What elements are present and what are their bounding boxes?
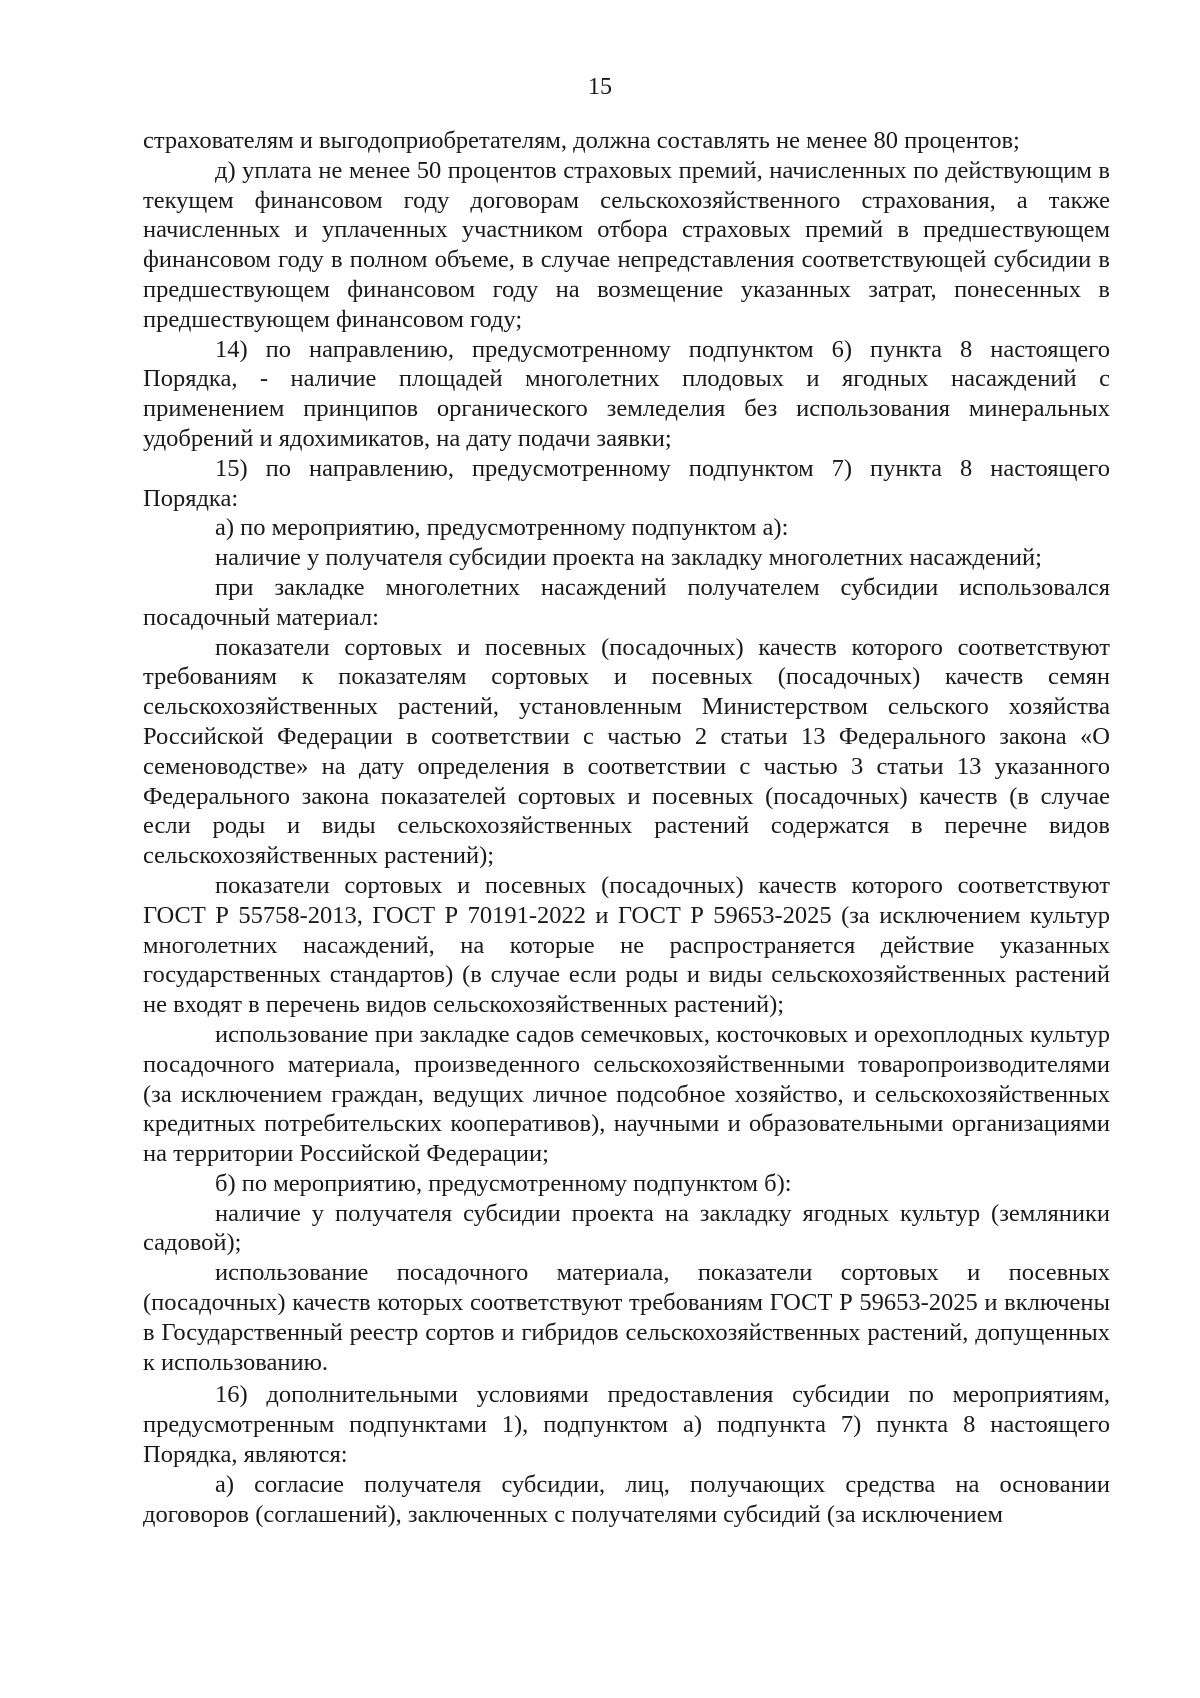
paragraph: использование при закладке садов семечковых, косточковых и орехоплодных культур посадочного материала, произведенного сельскохозяйственными товаропроизводителями (за исключением граждан, ведущих личное подсобное хозяйство, и сельскохозяйственных кредитных потребительских кооперативов), научными и образовательными организациями на территории Российской Федерации; — [143, 1020, 1110, 1168]
paragraph: использование посадочного материала, показатели сортовых и посевных (посадочных) качеств которых соответствуют требованиям ГОСТ Р 59653-2025 и включены в Государственный реестр сортов и гибридов сельскохозяйственных растений, допущенных к использованию. — [143, 1259, 1110, 1376]
paragraph: при закладке многолетних насаждений получателем субсидии использовался посадочный материал: — [143, 573, 1110, 631]
document-body — [143, 126, 1110, 1529]
paragraph: показатели сортовых и посевных (посадочных) качеств которого соответствуют ГОСТ Р 55758-2013, ГОСТ Р 70191-2022 и ГОСТ Р 59653-2025 (за исключением культур многолетних насаждений, на которые не распространяется действие указанных государственных стандартов) (в случае если роды и виды сельскохозяйственных растений не входят в перечень видов сельскохозяйственных растений); — [143, 871, 1110, 1019]
paragraph: страхователям и выгодоприобретателям, должна составлять не менее 80 процентов; — [143, 127, 1020, 154]
page-number: 15 — [588, 74, 612, 100]
paragraph: 14) по направлению, предусмотренному подпунктом 6) пункта 8 настоящего Порядка, - наличие площадей многолетних плодовых и ягодных насаждений с применением принципов органического земледелия без использования минеральных удобрений и ядохимикатов, на дату подачи заявки; — [143, 335, 1110, 452]
paragraph: д) уплата не менее 50 процентов страховых премий, начисленных по действующим в текущем финансовом году договорам сельскохозяйственного страхования, а также начисленных и уплаченных участником отбора страховых премий в предшествующем финансовом году в полном объеме, в случае непредставления соответствующей субсидии в предшествующем финансовом году на возмещение указанных затрат, понесенных в предшествующем финансовом году; — [143, 156, 1110, 333]
paragraph: а) согласие получателя субсидии, лиц, получающих средства на основании договоров (соглашений), заключенных с получателями субсидий (за исключением — [143, 1470, 1110, 1528]
paragraph: показатели сортовых и посевных (посадочных) качеств которого соответствуют требованиям к показателям сортовых и посевных (посадочных) качеств семян сельскохозяйственных растений, установленным Министерством сельского хозяйства Российской Федерации в соответствии с частью 2 статьи 13 Федерального закона «О семеноводстве» на дату определения в соответствии с частью 3 статьи 13 указанного Федерального закона показателей сортовых и посевных (посадочных) качеств (в случае если роды и виды сельскохозяйственных растений содержатся в перечне видов сельскохозяйственных растений); — [143, 633, 1110, 870]
paragraph: а) по мероприятию, предусмотренному подпунктом а): — [215, 514, 789, 542]
paragraph: б) по мероприятию, предусмотренному подпунктом б): — [215, 1169, 792, 1197]
paragraph: 15) по направлению, предусмотренному подпунктом 7) пункта 8 настоящего Порядка: — [143, 454, 1110, 512]
paragraph: наличие у получателя субсидии проекта на закладку многолетних насаждений; — [215, 544, 1042, 572]
paragraph: 16) дополнительными условиями предоставления субсидии по мероприятиям, предусмотренным подпунктами 1), подпунктом а) подпункта 7) пункта 8 настоящего Порядка, являются: — [143, 1381, 1110, 1469]
paragraph: наличие у получателя субсидии проекта на закладку ягодных культур (земляники садовой); — [143, 1199, 1110, 1257]
